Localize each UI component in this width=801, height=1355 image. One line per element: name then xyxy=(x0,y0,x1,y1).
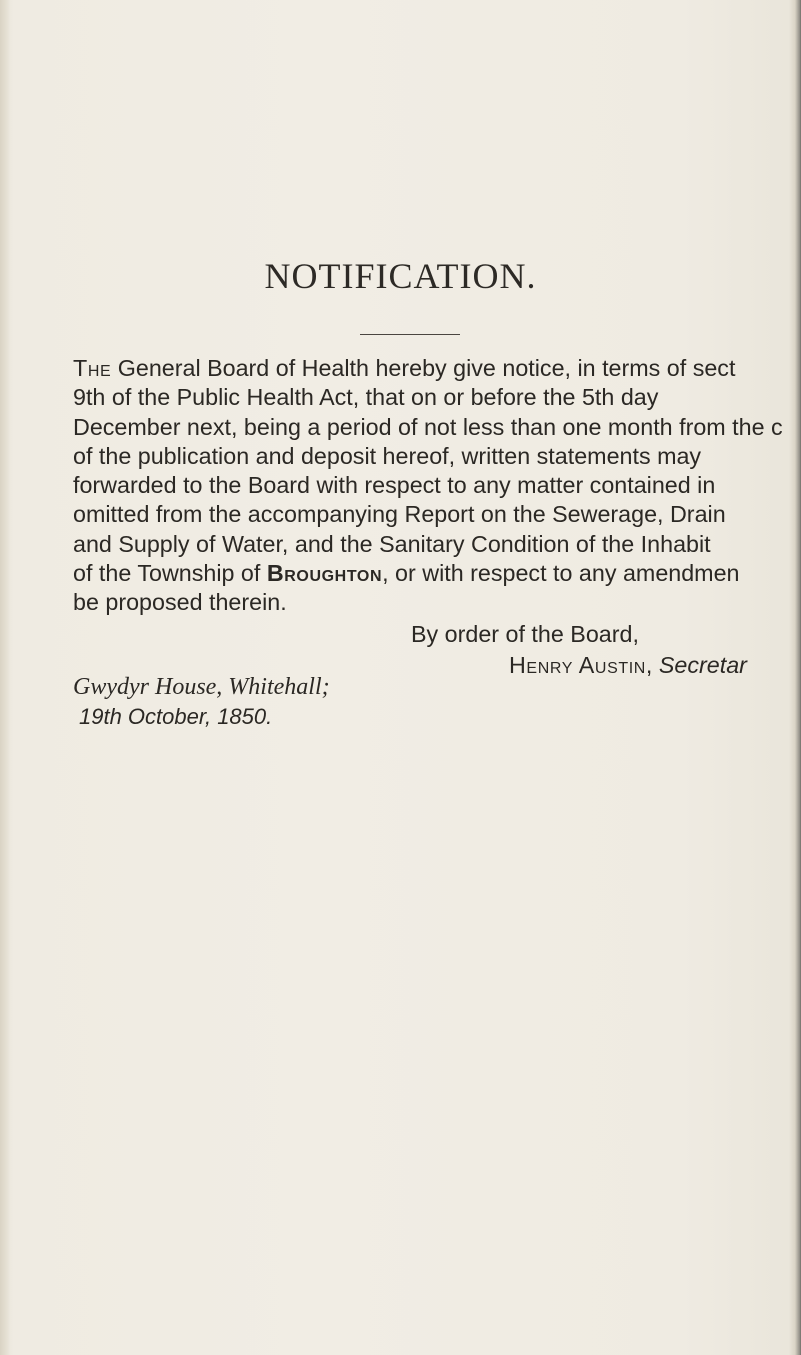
signature-line: Henry Austin, Secretar xyxy=(509,652,747,678)
show-through-decoration xyxy=(0,40,801,88)
notice-title: NOTIFICATION. xyxy=(264,256,537,296)
body-line-1: The General Board of Health hereby give notice, in terms of sect xyxy=(73,355,736,381)
body-line-4: of the publication and deposit hereof, written statements may xyxy=(73,442,702,469)
body-line-2: 9th of the Public Health Act, that on or before the 5th day xyxy=(73,384,659,411)
page-right-edge-shadow xyxy=(789,0,801,1355)
body-line-9: be proposed therein. xyxy=(73,589,287,616)
page-left-edge-shadow xyxy=(0,0,10,1355)
date-line: 19th October, 1850. xyxy=(79,704,273,729)
body-line-5: forwarded to the Board with respect to any matter contained in xyxy=(73,472,716,499)
order-line: By order of the Board, xyxy=(411,621,639,647)
place-line: Gwydyr House, Whitehall; xyxy=(73,674,330,700)
township-name: Broughton xyxy=(266,560,383,587)
place-and-date xyxy=(73,673,330,731)
signatory-name: Henry Austin xyxy=(509,652,646,678)
notice-body xyxy=(73,354,801,618)
body-line-8: of the Township of Broughton, or with respect to any amendmen xyxy=(73,560,740,587)
signatory-role: Secretar xyxy=(658,652,747,678)
body-line-6: omitted from the accompanying Report on the Sewerage, Drain xyxy=(73,501,726,528)
title-divider-rule xyxy=(360,334,460,335)
body-line-3: December next, being a period of not less than one month from the c xyxy=(73,413,783,440)
body-line-7: and Supply of Water, and the Sanitary Condition of the Inhabit xyxy=(73,530,711,557)
